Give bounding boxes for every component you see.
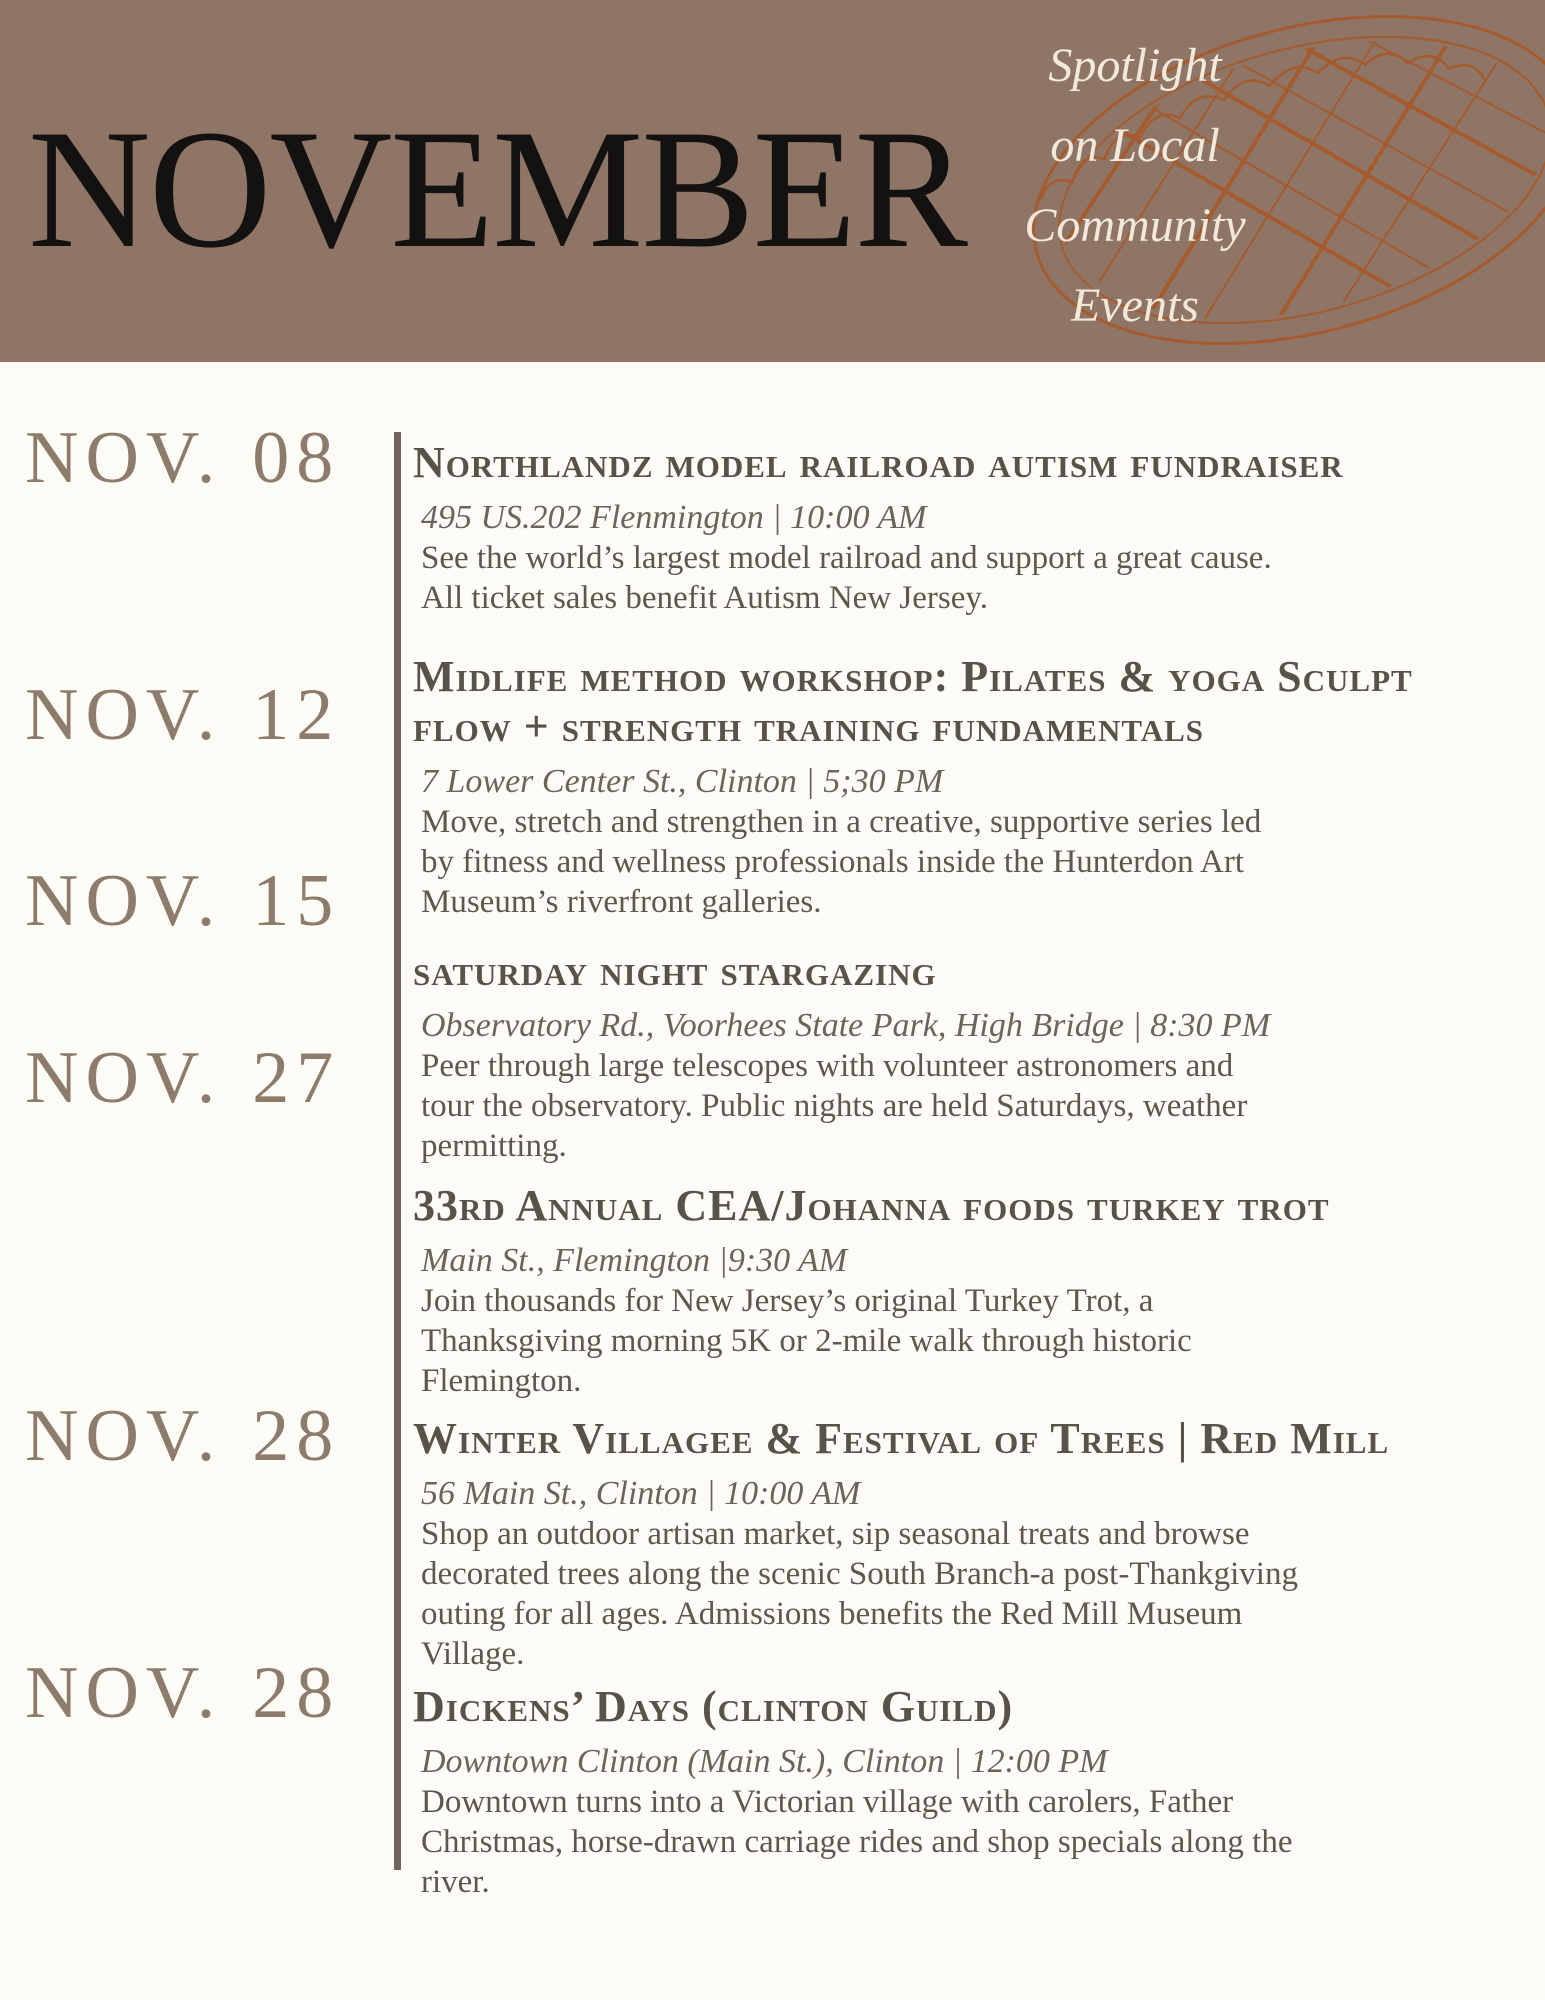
date-number: 15 [252,860,341,942]
event-item-turkey-trot [413,1181,1535,1401]
date-nov-15 [25,860,341,942]
date-label: NOV. [25,860,223,942]
tagline-line: Events [1071,279,1199,332]
event-location: 7 Lower Center St., Clinton | 5;30 PM [421,763,944,800]
event-item-railroad-fundraiser [413,438,1535,618]
date-nov-28-first [25,1395,341,1477]
column-divider [394,432,401,1870]
month-title: NOVEMBER [28,95,966,283]
date-label: NOV. [25,1395,223,1477]
event-description: Join thousands for New Jersey’s original Turkey Trot, a Thanksgiving morning 5K or 2-mile walk through historic Flemington. [421,1283,1192,1399]
event-item-dickens-days [413,1682,1535,1902]
date-nov-27 [25,1037,341,1119]
date-number: 28 [252,1652,341,1734]
date-nov-12 [25,674,341,756]
event-description: See the world’s largest model railroad and support a great cause. All ticket sales benefit Autism New Jersey. [421,540,1272,616]
event-description: Move, stretch and strengthen in a creative, supportive series led by fitness and wellness professionals inside the Hunterdon Art Museum’s riverfront galleries. [421,804,1262,920]
tagline-line: Community [1024,199,1246,252]
date-label: NOV. [25,674,223,756]
event-title: Northlandz model railroad autism fundraiser [413,438,1344,487]
date-number: 28 [252,1395,341,1477]
event-title: 33rd Annual CEA/Johanna foods turkey trot [413,1181,1330,1230]
tagline-line: Spotlight [1048,39,1222,92]
event-description: Downtown turns into a Victorian village with carolers, Father Christmas, horse-drawn carriage rides and shop specials along the river. [421,1784,1293,1900]
date-label: NOV. [25,1037,223,1119]
event-location: 56 Main St., Clinton | 10:00 AM [421,1475,861,1512]
date-number: 27 [252,1037,341,1119]
date-nov-28-second [25,1652,341,1734]
event-title: Dickens’ Days (clinton Guild) [413,1682,1014,1731]
date-number: 08 [252,417,341,499]
event-item-stargazing [413,946,1535,1166]
date-label: NOV. [25,417,223,499]
event-location: Downtown Clinton (Main St.), Clinton | 12:00 PM [421,1743,1108,1780]
event-title: Midlife method workshop: Pilates & yoga Sculpt flow + strength training fundamentals [413,652,1413,751]
date-nov-08 [25,417,341,499]
date-number: 12 [252,674,341,756]
event-item-midlife-workshop [413,652,1535,922]
event-location: Observatory Rd., Voorhees State Park, High Bridge | 8:30 PM [421,1007,1271,1044]
date-label: NOV. [25,1652,223,1734]
event-location: Main St., Flemington |9:30 AM [421,1242,848,1279]
header-tagline [990,26,1280,346]
event-title: Winter Villagee & Festival of Trees | Red Mill [413,1414,1390,1463]
event-description: Peer through large telescopes with volunteer astronomers and tour the observatory. Public nights are held Saturdays, weather permitting. [421,1048,1248,1164]
event-item-winter-village [413,1414,1535,1674]
event-location: 495 US.202 Flenmington | 10:00 AM [421,499,927,536]
tagline-line: on Local [1050,119,1220,172]
event-title: saturday night stargazing [413,946,937,995]
header-band [0,0,1545,362]
event-description: Shop an outdoor artisan market, sip seasonal treats and browse decorated trees along the scenic South Branch-a post-Thankgiving outing for all ages. Admissions benefits the Red Mill Museum Village. [421,1516,1298,1672]
